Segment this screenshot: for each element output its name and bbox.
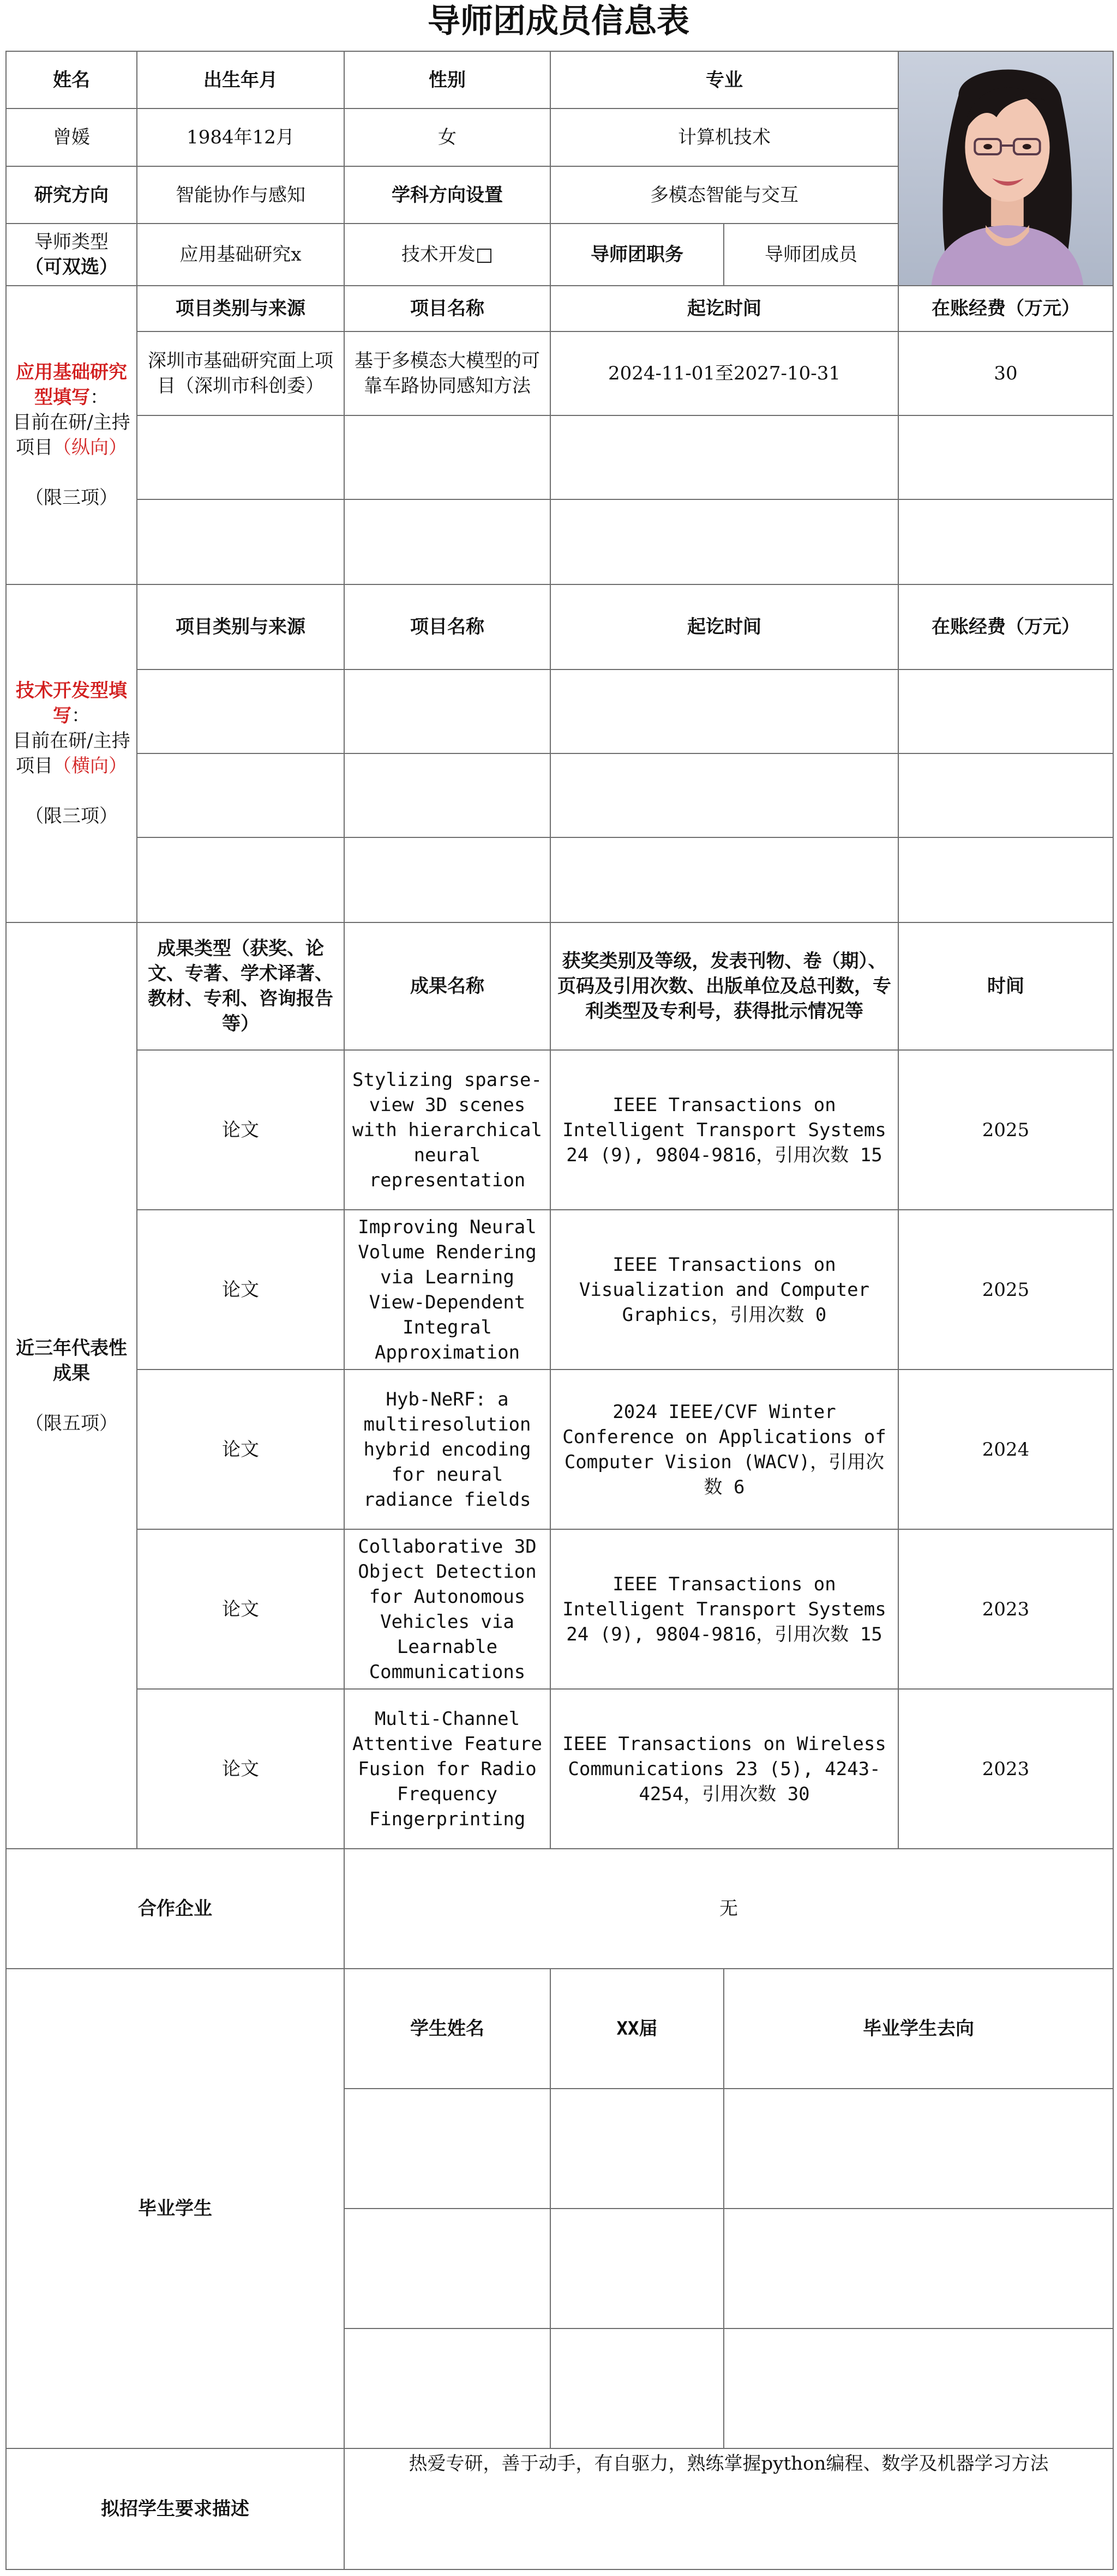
tech-projects-label-colon: ：: [71, 705, 90, 727]
mentor-type-label-line1: 导师类型: [34, 231, 109, 254]
achv-type: 论文: [137, 1370, 344, 1529]
gender-value: 女: [344, 108, 550, 166]
grad-col-name: 学生姓名: [344, 1969, 550, 2089]
achv-time: 2023: [898, 1529, 1113, 1689]
basic-projects-label-limit: （限三项）: [25, 487, 118, 509]
achv-name: Collaborative 3D Object Detection for Autonomous Vehicles via Learnable Communications: [344, 1529, 550, 1689]
empty-cell: [344, 837, 550, 922]
cooperation-label: 合作企业: [6, 1849, 344, 1969]
empty-cell: [550, 2089, 724, 2209]
table-row: [6, 1689, 1113, 1849]
empty-cell: [344, 2209, 550, 2328]
tech-projects-label: [6, 584, 137, 922]
empty-cell: [550, 415, 898, 499]
portrait-photo-icon: [899, 52, 1113, 285]
basic-row-period: 2024-11-01至2027-10-31: [550, 331, 898, 415]
role-value: 导师团成员: [724, 224, 898, 286]
achv-time: 2025: [898, 1050, 1113, 1210]
empty-cell: [137, 415, 344, 499]
basic-row-name: 基于多模态大模型的可靠车路协同感知方法: [344, 331, 550, 415]
empty-cell: [344, 753, 550, 837]
tech-col-name: 项目名称: [344, 584, 550, 669]
empty-cell: [550, 669, 898, 753]
achv-col-detail: 获奖类别及等级，发表刊物、卷（期）、页码及引用次数、出版单位及总刊数，专利类型及专利号，获得批示情况等: [550, 922, 898, 1050]
table-row: [6, 1529, 1113, 1689]
basic-projects-label: [6, 286, 137, 584]
achv-time: 2025: [898, 1210, 1113, 1370]
photo-cell: [898, 51, 1113, 286]
tech-projects-label-mid: 目前在研/主持项目: [13, 730, 130, 777]
table-row: [6, 415, 1113, 499]
table-row: [6, 669, 1113, 753]
achv-col-name: 成果名称: [344, 922, 550, 1050]
basic-row-funds: 30: [898, 331, 1113, 415]
achv-name: Hyb-NeRF: a multiresolution hybrid encoding for neural radiance fields: [344, 1370, 550, 1529]
empty-cell: [550, 2328, 724, 2448]
mentor-type-label: [6, 224, 137, 286]
gender-label: 性别: [344, 51, 550, 108]
empty-cell: [898, 837, 1113, 922]
type-tech-checkbox[interactable]: 技术开发□: [344, 224, 550, 286]
tech-projects-label-type: （横向）: [53, 755, 127, 777]
empty-cell: [898, 669, 1113, 753]
research-label: 研究方向: [6, 166, 137, 224]
empty-cell: [137, 753, 344, 837]
recruit-value: 热爱专研，善于动手，有自驱力，熟练掌握python编程、数学及机器学习方法: [344, 2448, 1113, 2569]
achv-detail: IEEE Transactions on Wireless Communications 23 (5), 4243-4254，引用次数 30: [550, 1689, 898, 1849]
table-row: [6, 753, 1113, 837]
cooperation-row: [6, 1849, 1113, 1969]
mentor-type-label-line2: （可双选）: [25, 256, 118, 279]
empty-cell: [137, 837, 344, 922]
table-row: [6, 837, 1113, 922]
basic-projects-label-mid: 目前在研/主持项目: [13, 412, 130, 459]
empty-cell: [344, 499, 550, 584]
birth-value: 1984年12月: [137, 108, 344, 166]
table-row: [6, 1050, 1113, 1210]
achv-col-time: 时间: [898, 922, 1113, 1050]
empty-cell: [550, 499, 898, 584]
grad-col-class: XX届: [550, 1969, 724, 2089]
empty-cell: [724, 2328, 1113, 2448]
graduates-header-row: [6, 1969, 1113, 2089]
graduates-label: 毕业学生: [6, 1969, 344, 2448]
tech-col-funds: 在账经费（万元）: [898, 584, 1113, 669]
basic-projects-label-type: （纵向）: [53, 437, 127, 459]
table-row: [6, 1210, 1113, 1370]
basic-col-name: 项目名称: [344, 286, 550, 331]
empty-cell: [137, 499, 344, 584]
basic-col-source: 项目类别与来源: [137, 286, 344, 331]
major-label: 专业: [550, 51, 898, 108]
achv-detail: 2024 IEEE/CVF Winter Conference on Applications of Computer Vision (WACV)，引用次数 6: [550, 1370, 898, 1529]
role-label: 导师团职务: [550, 224, 724, 286]
tech-projects-header-row: [6, 584, 1113, 669]
achv-type: 论文: [137, 1689, 344, 1849]
mentor-info-table: [5, 51, 1114, 2570]
empty-cell: [898, 753, 1113, 837]
basic-projects-label-title: 应用基础研究型填写: [16, 361, 127, 408]
achievements-header-row: [6, 922, 1113, 1050]
empty-cell: [344, 669, 550, 753]
achievements-label-text: 近三年代表性成果: [16, 1337, 127, 1384]
page-title: 导师团成员信息表: [428, 2, 689, 40]
tech-col-source: 项目类别与来源: [137, 584, 344, 669]
achv-time: 2023: [898, 1689, 1113, 1849]
basic-col-period: 起讫时间: [550, 286, 898, 331]
basic-projects-header-row: [6, 286, 1113, 331]
empty-cell: [344, 2089, 550, 2209]
achv-name: Improving Neural Volume Rendering via Learning View-Dependent Integral Approximation: [344, 1210, 550, 1370]
achievements-label-limit: （限五项）: [25, 1412, 118, 1434]
achv-detail: IEEE Transactions on Visualization and Computer Graphics，引用次数 0: [550, 1210, 898, 1370]
table-row: [6, 331, 1113, 415]
name-value: 曾媛: [6, 108, 137, 166]
major-value: 计算机技术: [550, 108, 898, 166]
basic-projects-label-colon: ：: [90, 387, 109, 408]
type-basic-checkbox[interactable]: 应用基础研究x: [137, 224, 344, 286]
birth-label: 出生年月: [137, 51, 344, 108]
tech-projects-label-limit: （限三项）: [25, 805, 118, 827]
research-value: 智能协作与感知: [137, 166, 344, 224]
empty-cell: [724, 2089, 1113, 2209]
tech-col-period: 起讫时间: [550, 584, 898, 669]
achv-name: Multi-Channel Attentive Feature Fusion for Radio Frequency Fingerprinting: [344, 1689, 550, 1849]
empty-cell: [550, 753, 898, 837]
table-row: [6, 499, 1113, 584]
tech-projects-label-title: 技术开发型填写: [16, 680, 127, 727]
empty-cell: [724, 2209, 1113, 2328]
header-row: [6, 51, 1113, 108]
achievements-label: [6, 922, 137, 1849]
discipline-value: 多模态智能与交互: [550, 166, 898, 224]
achv-type: 论文: [137, 1050, 344, 1210]
basic-col-funds: 在账经费（万元）: [898, 286, 1113, 331]
recruit-label: 拟招学生要求描述: [6, 2448, 344, 2569]
grad-col-destination: 毕业学生去向: [724, 1969, 1113, 2089]
basic-row-source: 深圳市基础研究面上项目（深圳市科创委）: [137, 331, 344, 415]
achv-col-type: 成果类型（获奖、论文、专著、学术译著、教材、专利、咨询报告等）: [137, 922, 344, 1050]
name-label: 姓名: [6, 51, 137, 108]
empty-cell: [550, 837, 898, 922]
discipline-label: 学科方向设置: [344, 166, 550, 224]
empty-cell: [550, 2209, 724, 2328]
achv-type: 论文: [137, 1210, 344, 1370]
achv-time: 2024: [898, 1370, 1113, 1529]
table-row: [6, 1370, 1113, 1529]
recruit-row: [6, 2448, 1113, 2569]
empty-cell: [137, 669, 344, 753]
achv-type: 论文: [137, 1529, 344, 1689]
empty-cell: [898, 415, 1113, 499]
empty-cell: [344, 2328, 550, 2448]
empty-cell: [898, 499, 1113, 584]
empty-cell: [344, 415, 550, 499]
achv-detail: IEEE Transactions on Intelligent Transport Systems 24 (9), 9804-9816，引用次数 15: [550, 1050, 898, 1210]
cooperation-value: 无: [344, 1849, 1113, 1969]
achv-name: Stylizing sparse-view 3D scenes with hierarchical neural representation: [344, 1050, 550, 1210]
achv-detail: IEEE Transactions on Intelligent Transport Systems 24 (9), 9804-9816，引用次数 15: [550, 1529, 898, 1689]
